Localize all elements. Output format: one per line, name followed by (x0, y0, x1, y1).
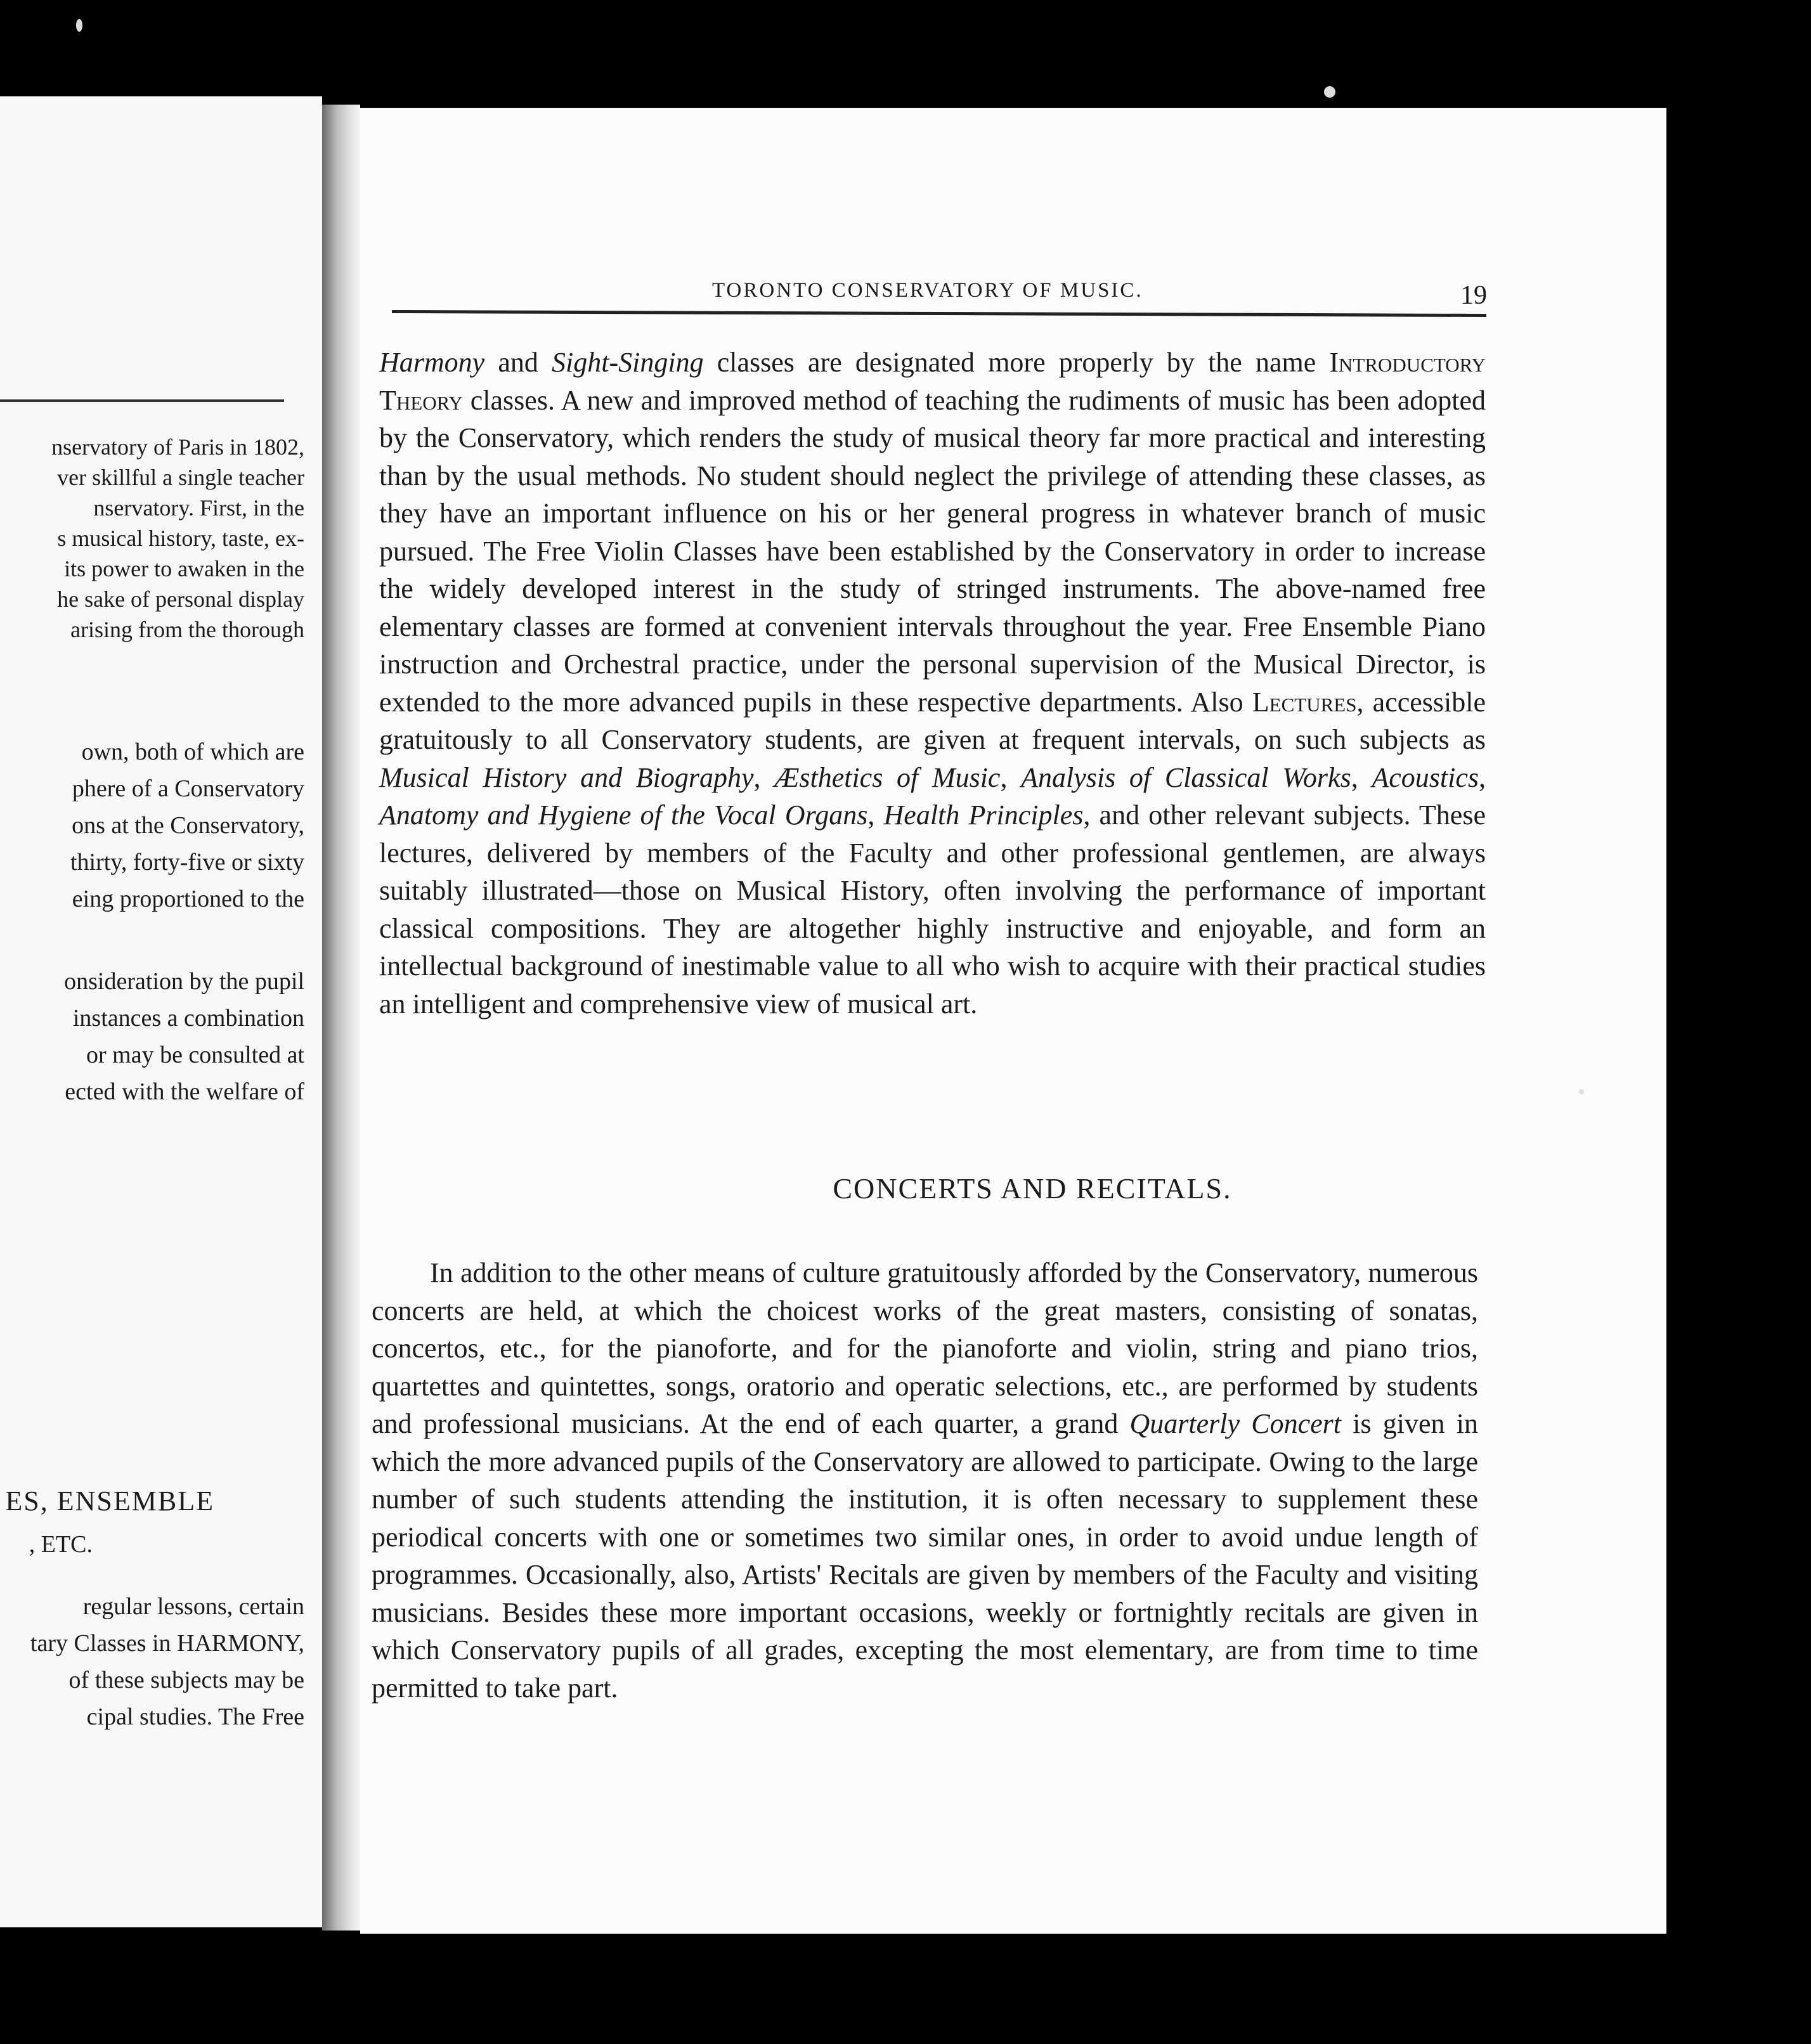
text-run: classes are designated more properly by the name (703, 347, 1330, 378)
text-run: Sight-Singing (552, 347, 704, 378)
text-run: , accessible gratuitously to all Conservatory students, are given at frequent intervals, on such subjects as (379, 686, 1486, 755)
text-run: , (1351, 761, 1372, 793)
text-run: classes. A new and improved method of teaching the rudiments of music has been adopted by the Conservatory, which renders the study of musical theory far more practical and interesting than by the usual methods. No student should neglect the privilege of attending these classes, as they have an important influence on his or her general progress in whatever branch of music pursued. The Free Violin Classes have been established by the Conservatory in order to increase the widely developed interest in the study of stringed instruments. The above-named free elementary classes are formed at convenient intervals throughout the year. Free Ensemble Piano instruction and Orchestral practice, under the personal supervision of the Musical Director, is extended to the more advanced pupils in these respective departments. Also (379, 384, 1486, 718)
text-run: Æsthetics of Music (774, 761, 1001, 793)
left-page (0, 96, 322, 1927)
left-line: eing proportioned to the (72, 886, 304, 912)
text-run: Anatomy and Hygiene of the Vocal Organs (379, 799, 868, 831)
left-line: thirty, forty-five or sixty (70, 849, 304, 876)
left-section-subheading: , ETC. (29, 1531, 93, 1558)
left-line: instances a combination (72, 1005, 304, 1032)
left-line: ons at the Conservatory, (72, 812, 304, 839)
dust-speck (1324, 86, 1335, 98)
text-run: and (484, 347, 552, 378)
paragraph-concerts (372, 1254, 1478, 1707)
left-line: regular lessons, certain (82, 1593, 304, 1620)
paragraph-theory-classes (379, 344, 1486, 1023)
dust-speck (1579, 1089, 1584, 1094)
text-run: In addition to the other means of culture gratuitously afforded by the Conservatory, numerous concerts are held, at which the choicest works of the great masters, consisting of sonatas, concertos, etc., for the pianoforte, and for the pianoforte and violin, string and piano trios, quartettes and quintettes, songs, oratorio and operatic selections, etc., are performed by students and professional musicians. At the end of each quarter, a grand (372, 1257, 1478, 1439)
left-line: s musical history, taste, ex- (57, 526, 304, 551)
text-run: Introductory Theory (379, 347, 1486, 416)
header-rule (392, 310, 1486, 317)
left-line: tary Classes in HARMONY, (30, 1630, 304, 1657)
left-line: cipal studies. The Free (86, 1704, 304, 1730)
text-run: Health Principles (883, 799, 1084, 831)
left-line: ver skillful a single teacher (57, 465, 304, 490)
text-run: Quarterly Concert (1129, 1408, 1342, 1439)
left-header-rule (0, 399, 284, 402)
left-line: ected with the welfare of (65, 1078, 304, 1105)
left-line: its power to awaken in the (64, 556, 304, 581)
dust-speck (76, 19, 82, 32)
left-section-heading: ES, ENSEMBLE (5, 1485, 214, 1517)
text-run: , (1479, 761, 1486, 793)
left-line: onsideration by the pupil (64, 968, 304, 995)
running-head: TORONTO CONSERVATORY OF MUSIC. (712, 279, 1143, 302)
left-line: nservatory. First, in the (93, 495, 304, 521)
book-gutter-shadow (322, 105, 360, 1931)
page-number: 19 (1460, 281, 1487, 310)
left-line: he sake of personal display (57, 586, 304, 612)
text-run: Acoustics (1372, 761, 1479, 793)
text-run: Lectures (1252, 686, 1357, 718)
text-run: is given in which the more advanced pupils of the Conservatory are allowed to participate. Owing to the large number of such students attending the institution, it is often necessary to supplement these periodical concerts with one or sometimes two similar ones, in order to avoid undue length of programmes. Occasionally, also, Artists' Recitals are given by members of the Faculty and visiting musicians. Besides these more important occasions, weekly or fortnightly recitals are given in which Conservatory pupils of all grades, excepting the most elementary, are from time to time permitted to take part. (372, 1408, 1478, 1704)
right-page (360, 108, 1666, 1934)
left-line: phere of a Conservatory (72, 775, 304, 802)
left-line: arising from the thorough (70, 617, 304, 642)
text-run: Harmony (379, 347, 485, 378)
left-line: own, both of which are (81, 739, 304, 765)
text-run: Analysis of Classical Works (1021, 761, 1351, 793)
text-run: , and other relevant subjects. These lectures, delivered by members of the Faculty and other professional gentlemen, are always suitably illustrated—those on Musical History, often involving the performance of important classical compositions. They are altogether highly instructive and enjoyable, and form an intellectual background of inestimable value to all who wish to acquire with their practical studies an intelligent and comprehensive view of musical art. (379, 799, 1486, 1019)
left-line: or may be consulted at (86, 1042, 304, 1068)
text-run: , (867, 799, 884, 831)
section-title: CONCERTS AND RECITALS. (833, 1172, 1232, 1205)
left-line: nservatory of Paris in 1802, (51, 434, 304, 460)
text-run: Musical History and Biography (379, 761, 754, 793)
text-run: , (1000, 761, 1022, 793)
left-line: of these subjects may be (68, 1667, 304, 1693)
text-run: , (753, 761, 775, 793)
